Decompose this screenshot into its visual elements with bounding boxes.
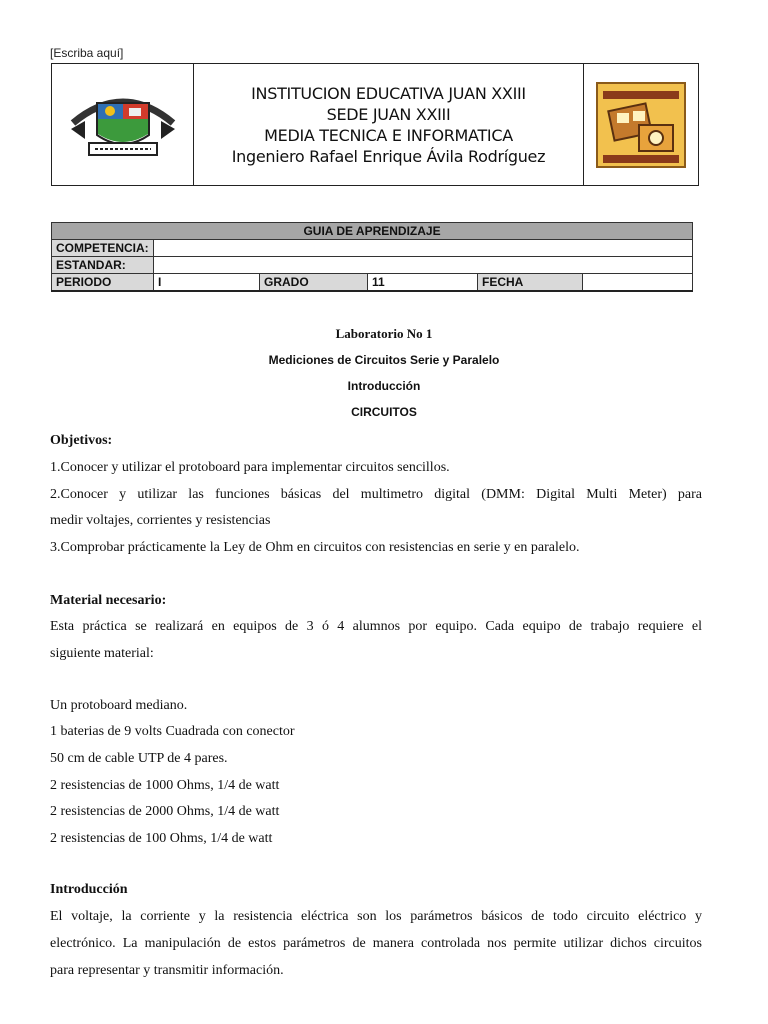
periodo-value: I bbox=[154, 274, 260, 291]
program-name: MEDIA TECNICA E INFORMATICA bbox=[264, 125, 513, 145]
campus-name: SEDE JUAN XXIII bbox=[326, 104, 451, 124]
material-item: 2 resistencias de 100 Ohms, 1/4 de watt bbox=[50, 831, 273, 846]
grado-label: GRADO bbox=[260, 274, 368, 291]
material-item: 50 cm de cable UTP de 4 pares. bbox=[50, 751, 228, 766]
estandar-label: ESTANDAR: bbox=[52, 257, 154, 274]
teacher-name: Ingeniero Rafael Enrique Ávila Rodríguez bbox=[231, 146, 546, 166]
material-paragraph-line-1: Esta práctica se realizará en equipos de 3 ó 4 alumnos por equipo. Cada equipo de trabajo requiere el bbox=[50, 619, 702, 634]
material-paragraph-line-2: siguiente material: bbox=[50, 646, 154, 661]
guide-title: GUIA DE APRENDIZAJE bbox=[52, 223, 693, 240]
grado-value: 11 bbox=[368, 274, 478, 291]
objective-2-line-2: medir voltajes, corrientes y resistencias bbox=[50, 513, 271, 528]
objective-3: 3.Comprobar prácticamente la Ley de Ohm en circuitos con resistencias en serie y en paralelo. bbox=[50, 540, 580, 555]
header-placeholder-text: [Escriba aquí] bbox=[50, 46, 124, 60]
institution-header bbox=[51, 63, 699, 186]
objective-2-line-1: 2.Conocer y utilizar las funciones básicas del multimetro digital (DMM: Digital Multi Meter) para bbox=[50, 487, 702, 502]
lab-title: Laboratorio No 1 bbox=[335, 326, 433, 341]
objectives-heading: Objetivos: bbox=[50, 433, 113, 448]
school-crest-cell bbox=[52, 64, 194, 185]
material-item: 2 resistencias de 1000 Ohms, 1/4 de watt bbox=[50, 778, 280, 793]
material-heading: Material necesario: bbox=[50, 593, 167, 608]
introduction-line-1: El voltaje, la corriente y la resistencia eléctrica son los parámetros básicos de todo circuito eléctrico y bbox=[50, 909, 702, 924]
software-logo-cell bbox=[584, 64, 698, 185]
material-item: 2 resistencias de 2000 Ohms, 1/4 de watt bbox=[50, 804, 280, 819]
institution-title-block bbox=[194, 64, 584, 185]
educational-software-logo bbox=[593, 79, 689, 171]
school-crest-logo bbox=[67, 83, 179, 167]
introduction-heading: Introducción bbox=[50, 882, 128, 897]
introduction-line-3: para representar y transmitir información. bbox=[50, 963, 284, 978]
periodo-label: PERIODO bbox=[52, 274, 154, 291]
material-item: Un protoboard mediano. bbox=[50, 698, 188, 713]
estandar-value bbox=[154, 257, 693, 274]
competencia-label: COMPETENCIA: bbox=[52, 240, 154, 257]
lab-subtitle: Mediciones de Circuitos Serie y Paralelo bbox=[268, 353, 500, 367]
intro-center-title: Introducción bbox=[347, 379, 421, 393]
circuits-title: CIRCUITOS bbox=[351, 405, 417, 419]
objective-1: 1.Conocer y utilizar el protoboard para implementar circuitos sencillos. bbox=[50, 460, 450, 475]
material-item: 1 baterias de 9 volts Cuadrada con conector bbox=[50, 724, 295, 739]
learning-guide-table bbox=[51, 222, 693, 292]
institution-name: INSTITUCION EDUCATIVA JUAN XXIII bbox=[251, 83, 526, 103]
introduction-line-2: electrónico. La manipulación de estos parámetros de manera controlada nos permite utilizar dichos circuitos bbox=[50, 936, 702, 951]
competencia-value bbox=[154, 240, 693, 257]
fecha-label: FECHA bbox=[478, 274, 583, 291]
fecha-value bbox=[583, 274, 693, 291]
